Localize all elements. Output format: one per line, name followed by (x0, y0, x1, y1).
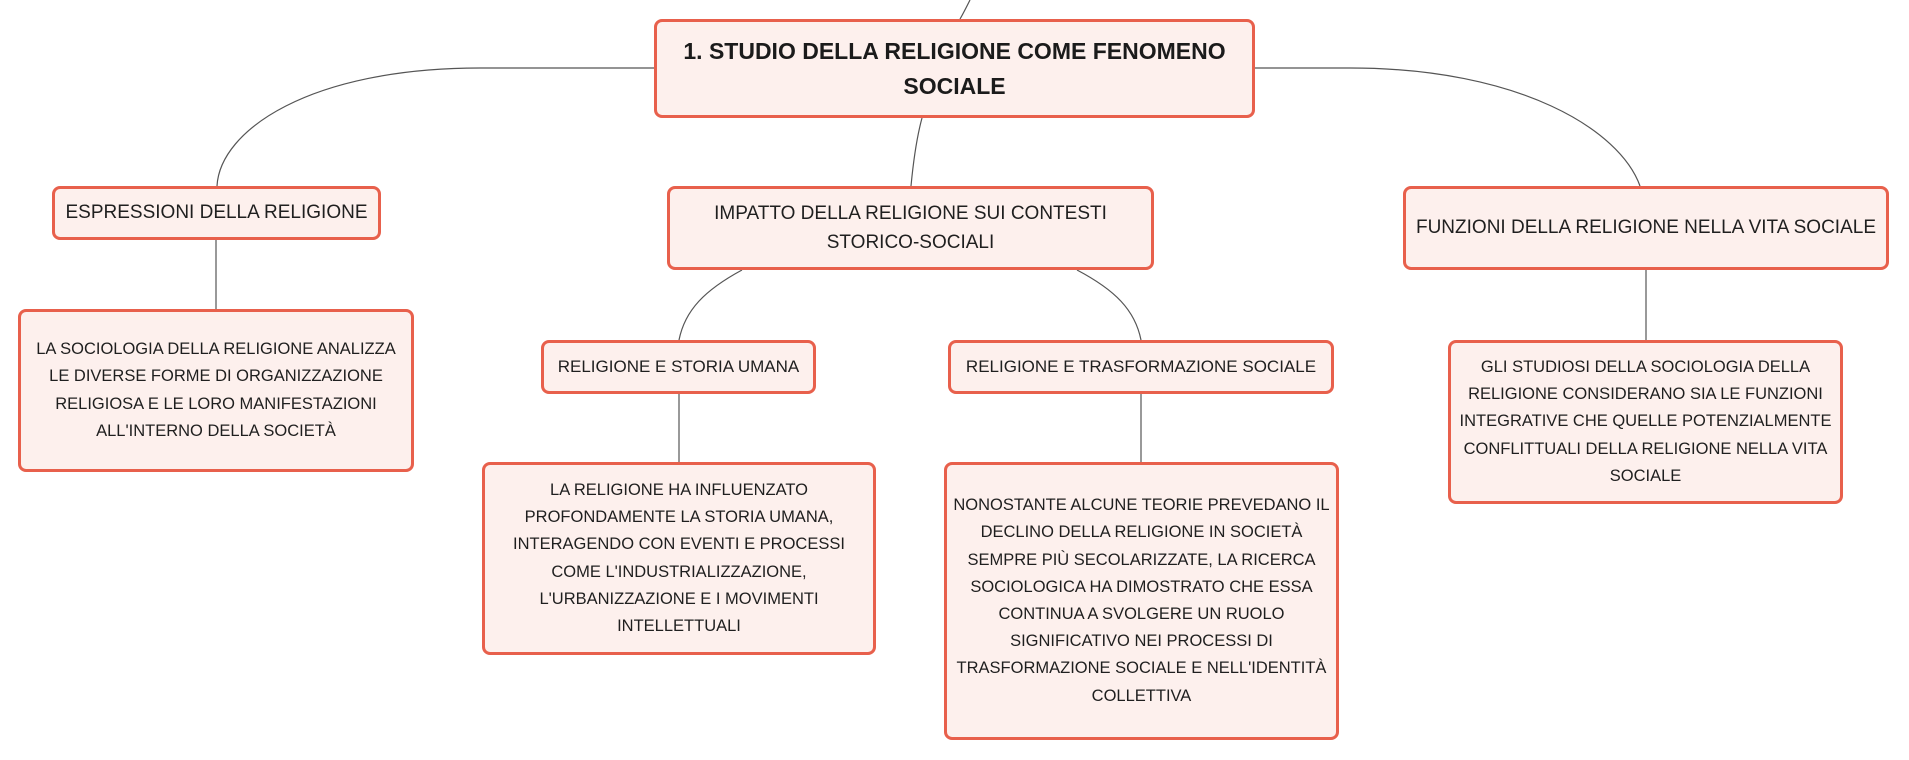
detail-funzioni-text: GLI STUDIOSI DELLA SOCIOLOGIA DELLA RELIGIONE CONSIDERANO SIA LE FUNZIONI INTEGRATIVE CHE QUELLE POTENZIALMENTE CONFLITTUALI DELLA RELIGIONE NELLA VITA SOCIALE (1459, 357, 1832, 485)
subtopic-storia-node[interactable] (541, 340, 816, 394)
detail-storia-text: LA RELIGIONE HA INFLUENZATO PROFONDAMENTE LA STORIA UMANA, INTERAGENDO CON EVENTI E PROCESSI COME L'INDUSTRIALIZZAZIONE, L'URBANIZZAZIONE E I MOVIMENTI INTELLETTUALI (513, 480, 845, 635)
detail-trasformazione-node[interactable] (944, 462, 1339, 740)
detail-trasformazione-text: NONOSTANTE ALCUNE TEORIE PREVEDANO IL DECLINO DELLA RELIGIONE IN SOCIETÀ SEMPRE PIÙ SECOLARIZZATE, LA RICERCA SOCIOLOGICA HA DIMOSTRATO CHE ESSA CONTINUA A SVOLGERE UN RUOLO SIGNIFICATIVO NEI PROCESSI DI TRASFORMAZIONE SOCIALE E NELL'IDENTITÀ COLLETTIVA (953, 496, 1330, 705)
connector-root-to-impatto (911, 118, 922, 186)
topic-espressioni-node[interactable] (52, 186, 381, 240)
detail-espressioni-text: LA SOCIOLOGIA DELLA RELIGIONE ANALIZZA LE DIVERSE FORME DI ORGANIZZAZIONE RELIGIOSA E LE LORO MANIFESTAZIONI ALL'INTERNO DELLA SOCIETÀ (36, 340, 396, 440)
connector-root-to-funzioni (1255, 68, 1640, 186)
connector-root-to-espressioni (217, 68, 654, 186)
root-topic-label: 1. STUDIO DELLA RELIGIONE COME FENOMENO SOCIALE (683, 38, 1226, 99)
topic-funzioni-node[interactable] (1403, 186, 1889, 270)
subtopic-trasformazione-node[interactable] (948, 340, 1334, 394)
topic-funzioni-label: FUNZIONI DELLA RELIGIONE NELLA VITA SOCIALE (1415, 217, 1877, 239)
connector-impatto-to-storia (679, 270, 742, 340)
detail-storia-node[interactable] (482, 462, 876, 655)
subtopic-storia-label: RELIGIONE E STORIA UMANA (557, 356, 800, 376)
connector-parent-to-root (960, 0, 970, 19)
detail-funzioni-node[interactable] (1448, 340, 1843, 504)
topic-impatto-node[interactable] (667, 186, 1154, 270)
topic-impatto-label: IMPATTO DELLA RELIGIONE SUI CONTESTI STORICO-SOCIALI (714, 202, 1107, 253)
topic-espressioni-label: ESPRESSIONI DELLA RELIGIONE (65, 202, 368, 224)
detail-espressioni-node[interactable] (18, 309, 414, 472)
root-topic-node[interactable] (654, 19, 1255, 118)
subtopic-trasformazione-label: RELIGIONE E TRASFORMAZIONE SOCIALE (965, 356, 1317, 376)
connector-impatto-to-trasformazione (1077, 270, 1141, 340)
